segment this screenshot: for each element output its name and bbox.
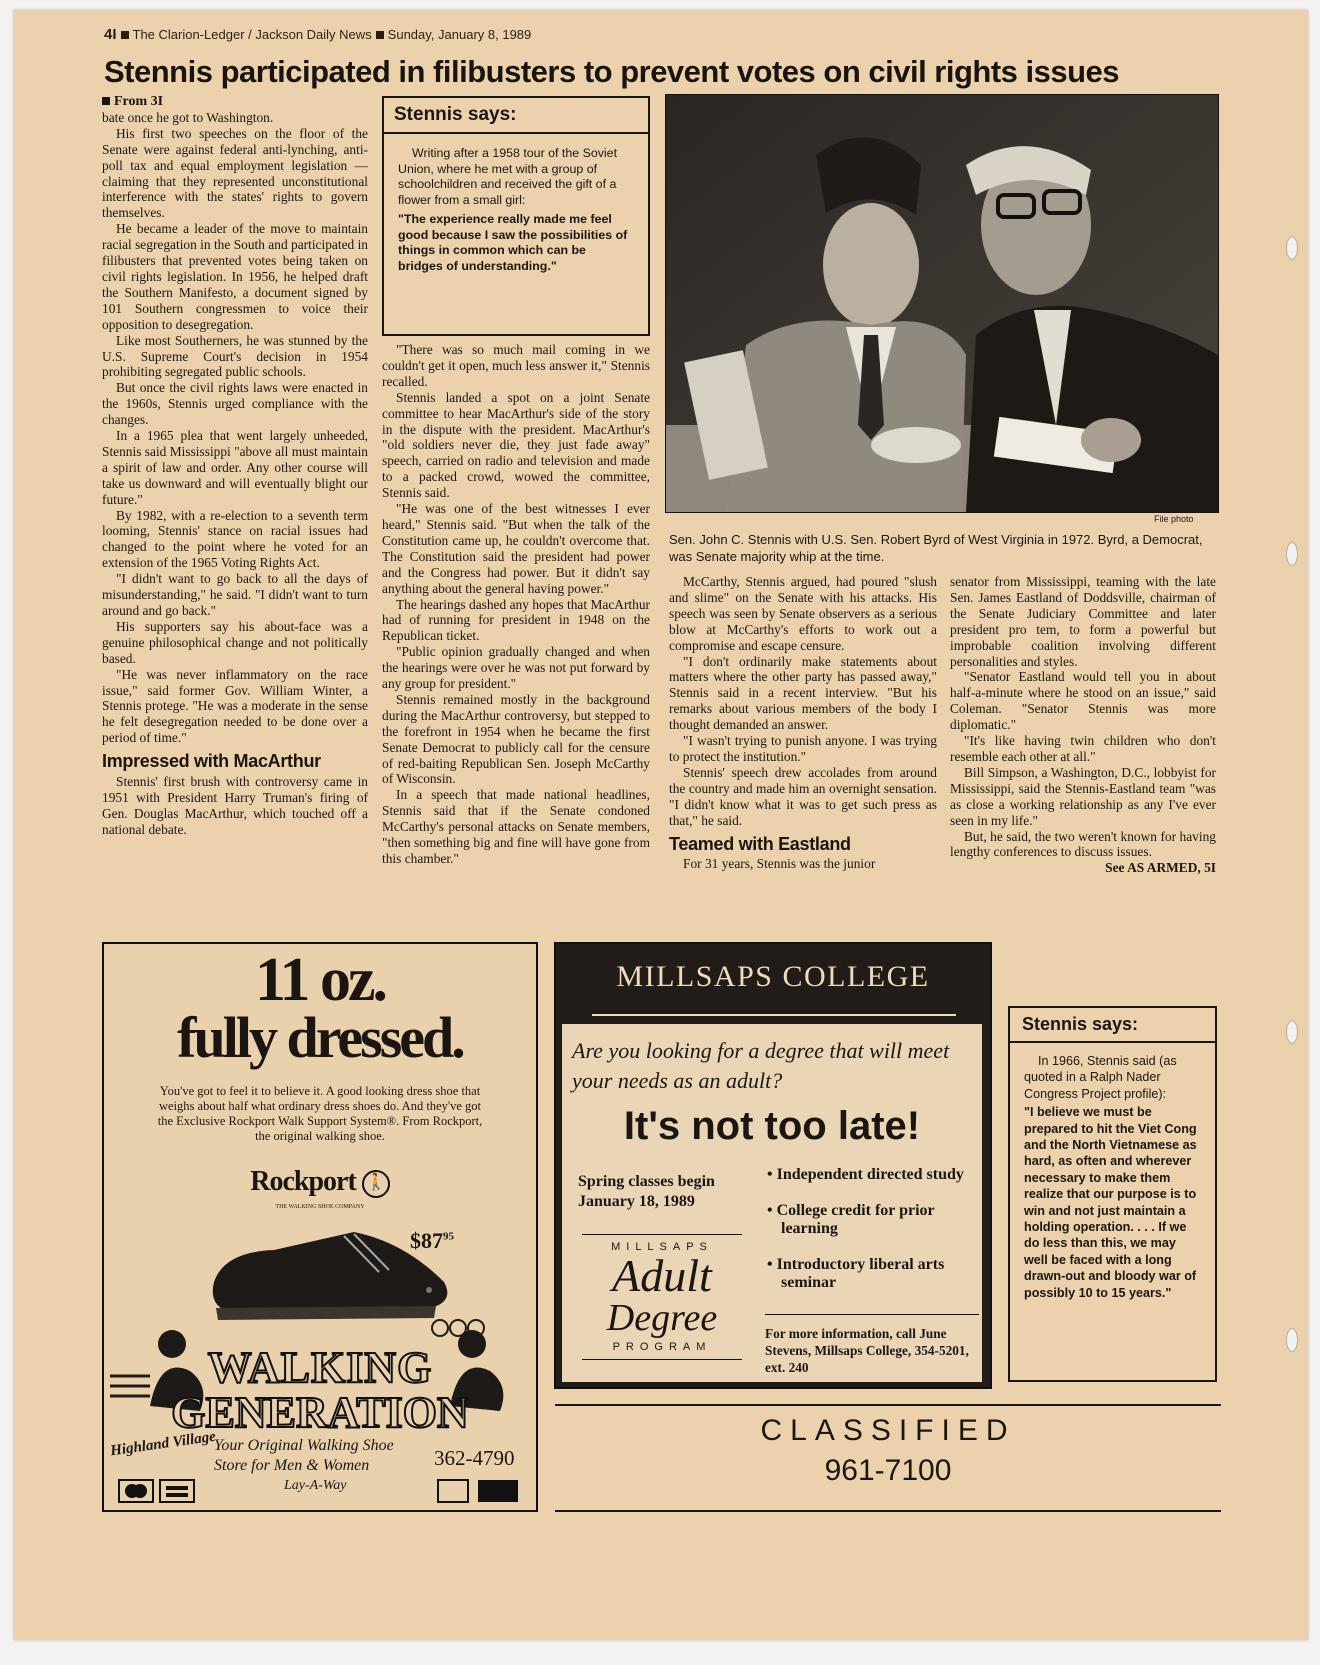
box-intro: Writing after a 1958 tour of the Soviet Union, where he met with a group of schoolchildren and received the gift of a flower from a small girl: — [398, 146, 618, 207]
box-title: Stennis says: — [384, 98, 648, 134]
college-name: MILLSAPS COLLEGE — [616, 960, 930, 993]
stennis-says-box-1 — [382, 96, 650, 336]
article-paragraph: "He was one of the best witnesses I ever heard," Stennis said. "But when the talk of the Constitution came up, he couldn't overcome that. The Constitution said the president had power and the Congress had power. But it didn't say anything about the general having power." — [382, 501, 650, 596]
ad-headline-dressed: fully dressed. — [177, 1005, 463, 1070]
page-folio — [104, 26, 531, 43]
article-paragraph: "It's like having twin children who don't resemble each other at all." — [950, 733, 1216, 764]
store-name-generation: GENERATION — [171, 1388, 469, 1437]
box-title: Stennis says: — [1010, 1008, 1215, 1043]
article-paragraph: For 31 years, Stennis was the junior — [683, 856, 876, 872]
store-name-walking: WALKING — [207, 1343, 433, 1392]
article-paragraph: His supporters say his about-face was a genuine philosophical change and not politically based. — [102, 618, 368, 666]
spring-classes-date: Spring classes begin January 18, 1989 — [578, 1173, 715, 1210]
square-bullet-icon — [102, 97, 110, 105]
highland-village-logo: Highland Village — [109, 1428, 217, 1460]
binder-hole — [1286, 542, 1298, 566]
article-paragraph: Bill Simpson, a Washington, D.C., lobbyist for Mississippi, said the Stennis-Eastland team "was as close a working relationship as any I've ever seen in my life." — [950, 764, 1216, 828]
ad-question: Are you looking for a degree that will meet your needs as an adult? — [572, 1038, 950, 1093]
photo-image — [666, 95, 1218, 512]
box-intro: In 1966, Stennis said (as quoted in a Ralph Nader Congress Project profile): — [1024, 1054, 1177, 1101]
header-rule — [592, 1014, 956, 1016]
article-column-2 — [382, 342, 650, 867]
article-paragraph: "I didn't want to go back to all the days of misunderstanding," he said. "I didn't want to turn around and go back." — [102, 571, 368, 618]
article-paragraph: "I don't ordinarily make statements about matters where the other party has passed away," Stennis said in a recent interview. "But his remarks about various members of the body I thought demanded an answer. — [669, 653, 937, 733]
logo-top: MILLSAPS — [611, 1241, 713, 1253]
logo-program: PROGRAM — [612, 1341, 712, 1353]
senators-photo — [665, 94, 1219, 513]
article-paragraph: In a speech that made national headlines, Stennis said that if the Senate condoned McCarthy's personal attacks on Senate members, "then something big and fine will have gone from this chamber." — [382, 787, 650, 866]
classified-label: CLASSIFIED — [760, 1414, 1016, 1447]
store-slogan-line-2: Store for Men & Women — [214, 1457, 370, 1474]
rockport-advertisement — [102, 942, 538, 1512]
newspaper-page — [14, 10, 1308, 1640]
article-column-1 — [102, 94, 368, 838]
article-paragraph: Stennis remained mostly in the background during the MacArthur controversy, but stepped to the forefront in 1954 when he became the first Senate Democrat to publicly call for the censure of red-baiting Republican Sen. Joseph McCarthy of Wisconsin. — [382, 691, 650, 787]
feature-label: Introductory liberal arts seminar — [776, 1256, 945, 1291]
article-paragraph: "Senator Eastland would tell you in about half-a-minute where he stood on an issue," said Coleman. "Senator Stennis was more diplomatic." — [950, 669, 1216, 733]
price-dollars: $87 — [410, 1228, 443, 1253]
ad-copy: You've got to feel it to believe it. A good looking dress shoe that weighs about half what ordinary dress shoes do. And they've got the Exclusive Rockport Walk Support System®. From Rockport, the original walking shoe. — [157, 1084, 483, 1143]
article-paragraph: senator from Mississippi, teaming with the late Sen. James Eastland of Doddsville, chairman of the Senate Judiciary Committee and later president pro tem, to form a powerful but improbable coalition involving different personalities and styles. — [950, 574, 1216, 669]
article-paragraph: "He was never inflammatory on the race issue," said former Gov. William Winter, a Stennis protege. "He was a moderate in the sense he felt desegregation needed to be done over a period of time." — [102, 666, 368, 746]
issue-date: Sunday, January 8, 1989 — [387, 27, 532, 42]
article-paragraph: The hearings dashed any hopes that MacArthur had of running for president in 1948 on the Republican ticket. — [382, 596, 650, 644]
brand-name: Rockport — [250, 1166, 356, 1197]
binder-hole — [1286, 1020, 1298, 1044]
jump-from-label: From 3I — [114, 94, 164, 109]
dress-shoe-icon — [204, 1212, 464, 1332]
article-paragraph: "There was so much mail coming in we couldn't get it open, much less answer it," Stennis recalled. — [382, 342, 650, 389]
paper-name: The Clarion-Ledger / Jackson Daily News — [132, 27, 372, 42]
binder-hole — [1286, 236, 1298, 260]
list-item: • Independent directed study — [767, 1166, 964, 1183]
store-slogan-line-1: Your Original Walking Shoe — [214, 1437, 394, 1454]
article-column-4 — [950, 574, 1216, 876]
square-bullet-icon — [376, 31, 384, 39]
article-paragraph: In a 1965 plea that went largely unheeded, Stennis said Mississippi "above all must maintain a spirit of law and order. Any other course will take us downward and will eventually blight our future." — [102, 428, 368, 507]
list-item: • College credit for prior learning — [767, 1202, 935, 1237]
store-slogan — [214, 1436, 394, 1476]
page-number: 4I — [104, 26, 117, 43]
payment-logos-icon — [434, 1478, 524, 1504]
stennis-says-box-2 — [1008, 1006, 1217, 1382]
article-paragraph: McCarthy, Stennis argued, had poured "slush and slime" on the Senate with his attacks. His speech was seen by Senate observers as a serious blow at McCarthy's efforts to work out a compromise and escape censure. — [669, 574, 937, 653]
ad-headline-weight: 11 oz. — [254, 946, 386, 1014]
article-paragraph: "I wasn't trying to punish anyone. I was trying to protect the institution." — [669, 733, 937, 764]
brand-tagline: THE WALKING SHOE COMPANY — [275, 1204, 365, 1210]
box-quote: "The experience really made me feel good because I saw the possibilities of things in common which can be bridges of understanding." — [398, 212, 628, 273]
article-column-3 — [669, 574, 937, 872]
article-paragraph: "Public opinion gradually changed and when the hearings were over he was not put forward by any group for president." — [382, 644, 650, 692]
feature-label: Independent directed study — [776, 1166, 964, 1183]
layaway-label: Lay-A-Way — [284, 1478, 347, 1493]
classified-phone: 961-7100 — [824, 1454, 952, 1487]
article-paragraph: Stennis landed a spot on a joint Senate committee to hear MacArthur's side of the story in the dispute with the president. MacArthur's "old soldiers never die, they just fade away" speech, carried on radio and television and made to a packed crowd, wowed the committee, Stennis said. — [382, 389, 650, 501]
box-quote: "I believe we must be prepared to hit the Viet Cong and the North Vietnamese as hard, as often and wherever necessary to make them realize that our purpose is to win and not just maintain a holding operation. . . . If we do less than this, we may well be faced with a long drawn-out and bloody war of possibly 10 to 15 years." — [1024, 1105, 1197, 1300]
program-features-list — [767, 1166, 981, 1310]
jump-from-line — [102, 94, 368, 110]
credit-card-icons — [118, 1478, 198, 1504]
logo-degree: Degree — [606, 1297, 718, 1339]
feature-label: College credit for prior learning — [776, 1202, 935, 1237]
photo-credit: File photo — [1154, 514, 1194, 524]
store-phone: 362-4790 — [434, 1446, 515, 1470]
page-headline: Stennis participated in filibusters to prevent votes on civil rights issues — [104, 54, 1120, 89]
article-paragraph: Like most Southerners, he was stunned by the U.S. Supreme Court's decision in 1954 prohibiting segregated public schools. — [102, 332, 368, 380]
list-item: • Introductory liberal arts seminar — [767, 1256, 945, 1291]
logo-adult: Adult — [612, 1250, 712, 1301]
article-paragraph: Stennis' speech drew accolades from around the country and made him an overnight sensation. "I didn't know what it was to get such press as that," he said. — [669, 764, 937, 828]
article-paragraph: His first two speeches on the floor of the Senate were against federal anti-lynching, anti-poll tax and equal employment legislation — claiming that they represented unconstitutional interference with the states' rights to govern themselves. — [102, 125, 368, 221]
article-subhead: Impressed with MacArthur — [102, 751, 321, 772]
article-paragraph: But, he said, the two weren't known for having lengthy conferences to discuss issues. — [950, 828, 1216, 860]
article-paragraph: Stennis' first brush with controversy came in 1951 with President Harry Truman's firing of Gen. Douglas MacArthur, which touched off a national debate. — [102, 774, 368, 837]
article-paragraph: He became a leader of the move to maintain racial segregation in the South and participated in filibusters that prevented votes being taken on civil rights legislation. In 1956, he helped draft the Southern Manifesto, a document signed by 101 Southern congressmen to voice their opposition to desegregation. — [102, 221, 368, 332]
square-bullet-icon — [121, 31, 129, 39]
article-subhead: Teamed with Eastland — [669, 833, 851, 854]
ad-body — [562, 1024, 982, 1382]
rockport-logo — [104, 1166, 536, 1198]
adult-degree-logo — [582, 1234, 742, 1360]
ad-tagline: It's not too late! — [623, 1104, 921, 1148]
article-paragraph: But once the civil rights laws were enacted in the 1960s, Stennis urged compliance with the changes. — [102, 380, 368, 428]
jump-to-line: See AS ARMED, 5I — [1105, 860, 1216, 876]
binder-hole — [1286, 1328, 1298, 1352]
walker-icon: 🚶 — [362, 1170, 390, 1198]
millsaps-college-advertisement — [554, 942, 992, 1389]
contact-info: For more information, call June Stevens, Millsaps College, 354-5201, ext. 240 — [765, 1314, 979, 1376]
price-cents: 95 — [443, 1230, 454, 1243]
classified-banner — [555, 1404, 1221, 1512]
photo-caption: Sen. John C. Stennis with U.S. Sen. Robert Byrd of West Virginia in 1972. Byrd, a Democrat, was Senate majority whip at the time. — [669, 532, 1203, 564]
article-paragraph: By 1982, with a re-election to a seventh term looming, Stennis' stance on racial issues had changed to the point where he voted for an extension of the 1965 Voting Rights Act. — [102, 507, 368, 571]
article-paragraph: bate once he got to Washington. — [102, 109, 274, 125]
